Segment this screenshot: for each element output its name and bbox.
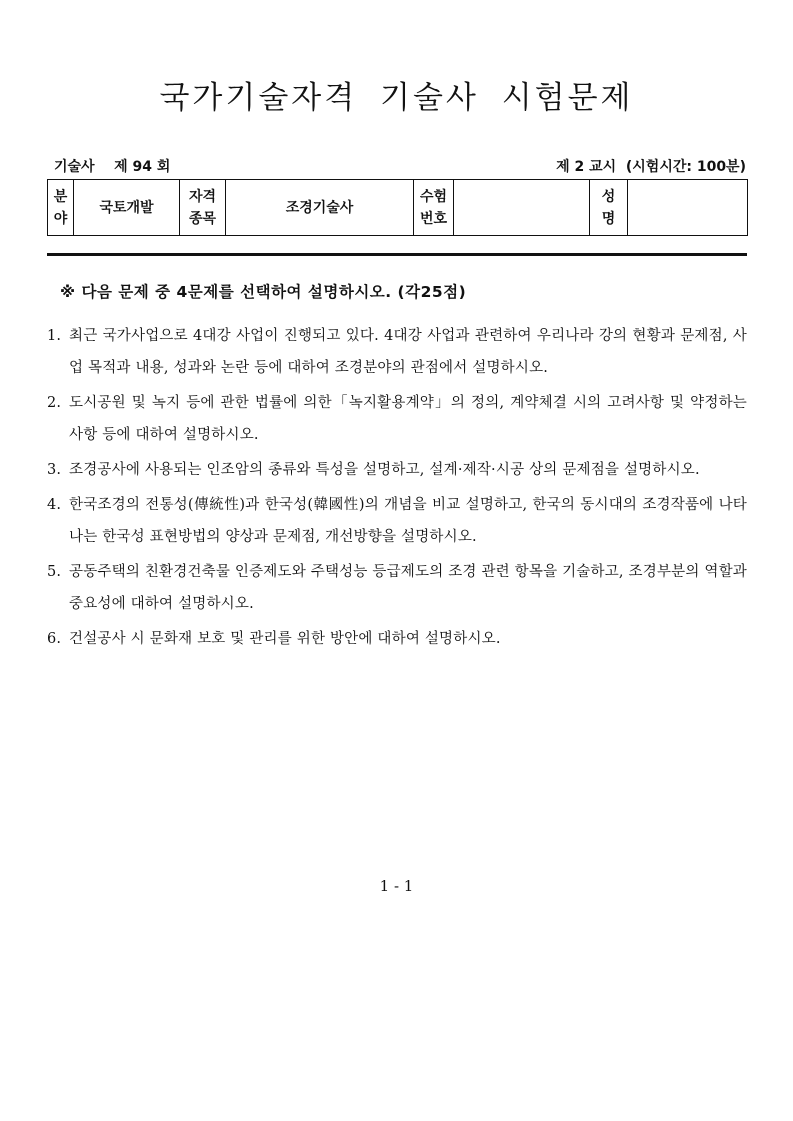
question-text: 공동주택의 친환경건축물 인증제도와 주택성능 등급제도의 조경 관련 항목을 기술하고, 조경부분의 역할과 중요성에 대하여 설명하시오.: [69, 564, 748, 612]
question-number: 5.: [47, 564, 62, 580]
question-text: 도시공원 및 녹지 등에 관한 법률에 의한「녹지활용계약」의 정의, 계약체결 시의 고려사항 및 약정하는 사항 등에 대하여 설명하시오.: [69, 395, 747, 443]
question-number: 6.: [47, 631, 62, 647]
qualification-label: [180, 180, 226, 236]
question-text: 건설공사 시 문화재 보호 및 관리를 위한 방안에 대하여 설명하시오.: [69, 631, 501, 647]
question-item: [47, 556, 747, 620]
qualification-label-line-1: 자격: [188, 188, 217, 205]
field-label-line-2: 야: [53, 210, 68, 227]
field-value: 국토개발: [74, 180, 180, 236]
question-number: 1.: [47, 328, 62, 344]
name-label: [590, 180, 628, 236]
exam-number-label-line-2: 번호: [419, 210, 448, 227]
name-label-line-1: 성: [601, 188, 616, 205]
name-field[interactable]: [628, 180, 748, 236]
question-text: 조경공사에 사용되는 인조암의 종류와 특성을 설명하고, 설계·제작·시공 상의 문제점을 설명하시오.: [69, 462, 700, 478]
qualification-label-line-2: 종목: [188, 210, 217, 227]
page-number: 1 - 1: [379, 877, 414, 895]
qualification-value: 조경기술사: [226, 180, 414, 236]
header-divider: [47, 253, 747, 256]
question-text: 최근 국가사업으로 4대강 사업이 진행되고 있다. 4대강 사업과 관련하여 우리나라 강의 현황과 문제점, 사업 목적과 내용, 성과와 논란 등에 대하여 조경분야의 관점에서 설명하시오.: [69, 328, 747, 376]
instruction-text: ※ 다음 문제 중 4문제를 선택하여 설명하시오. (각25점): [60, 283, 467, 301]
exam-header-table: [47, 179, 748, 236]
exam-session-time: 제 2 교시 (시험시간: 100분): [556, 159, 746, 175]
exam-info-row: [54, 156, 746, 176]
exam-number-label: [414, 180, 454, 236]
field-label-line-1: 분: [53, 188, 68, 205]
exam-number-label-line-1: 수험: [419, 188, 448, 205]
exam-round: 기술사 제 94 회: [54, 159, 171, 175]
field-label: [48, 180, 74, 236]
question-number: 2.: [47, 395, 62, 411]
question-number: 3.: [47, 462, 62, 478]
question-number: 4.: [47, 497, 62, 513]
question-text: 한국조경의 전통성(傳統性)과 한국성(韓國性)의 개념을 비교 설명하고, 한국의 동시대의 조경작품에 나타나는 한국성 표현방법의 양상과 문제점, 개선방향을 설명하시오.: [69, 497, 747, 545]
question-item: [47, 454, 747, 486]
question-item: [47, 489, 747, 553]
question-item: [47, 387, 747, 451]
page-title: 국가기술자격 기술사 시험문제: [159, 80, 634, 116]
question-item: [47, 623, 747, 655]
exam-number-field[interactable]: [454, 180, 590, 236]
question-list: [47, 320, 747, 658]
question-item: [47, 320, 747, 384]
name-label-line-2: 명: [601, 210, 616, 227]
